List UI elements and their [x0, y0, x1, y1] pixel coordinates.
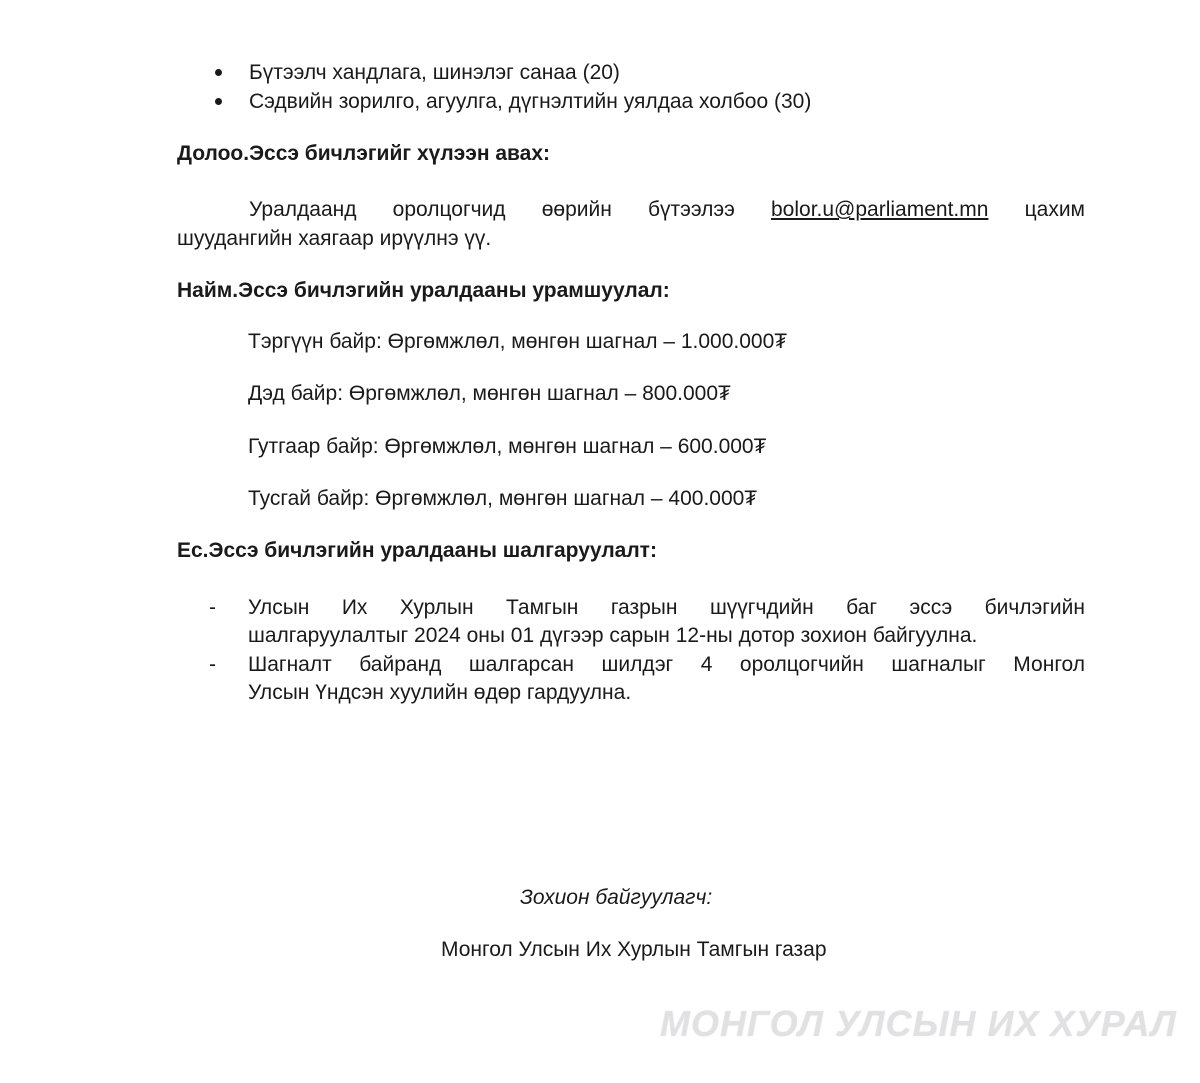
- list-item-line: Улсын Их Хурлын Тамгын газрын шүүгчдийн баг эссэ бичлэгийн: [248, 596, 1085, 619]
- bullet-icon: [215, 69, 222, 76]
- prize-line: Гутгаар байр: Өргөмжлөл, мөнгөн шагнал – 600.000₮: [248, 435, 767, 458]
- section-heading: Найм.Эссэ бичлэгийн уралдааны урамшуулал:: [177, 279, 670, 302]
- prize-line: Дэд байр: Өргөмжлөл, мөнгөн шагнал – 800.000₮: [248, 382, 731, 405]
- criteria-list: [213, 58, 1093, 116]
- list-item: [209, 650, 1085, 707]
- list-item: [209, 593, 1085, 650]
- watermark: МОНГОЛ УЛСЫН ИХ ХУРАЛ: [660, 1003, 1177, 1044]
- list-item: [213, 87, 1093, 116]
- organizer-name: Монгол Улсын Их Хурлын Тамгын газар: [441, 938, 827, 961]
- selection-list: [209, 593, 1085, 707]
- criteria-item-text: Сэдвийн зорилго, агуулга, дүгнэлтийн уялдаа холбоо (30): [249, 90, 812, 113]
- bullet-icon: [215, 98, 222, 105]
- list-item-line: шалгаруулалтыг 2024 оны 01 дүгээр сарын 12-ны дотор зохион байгуулна.: [248, 624, 978, 647]
- list-item-line: Улсын Үндсэн хуулийн өдөр гардуулна.: [248, 681, 632, 704]
- section-heading: Долоо.Эссэ бичлэгийг хүлээн авах:: [177, 142, 551, 165]
- list-item-line: Шагналт байранд шалгарсан шилдэг 4 оролцогчийн шагналыг Монгол: [248, 653, 1085, 676]
- organizer-label: Зохион байгуулагч:: [520, 886, 713, 909]
- paragraph-text: Уралдаанд оролцогчид өөрийн бүтээлээ: [249, 198, 735, 221]
- prize-line: Тусгай байр: Өргөмжлөл, мөнгөн шагнал – 400.000₮: [248, 487, 758, 510]
- paragraph-text: цахим: [1024, 198, 1085, 221]
- prize-line: Тэргүүн байр: Өргөмжлөл, мөнгөн шагнал – 1.000.000₮: [248, 330, 788, 353]
- list-item: [213, 58, 1093, 87]
- submission-paragraph: [177, 195, 1085, 253]
- dash-bullet-icon: -: [209, 596, 216, 619]
- criteria-item-text: Бүтээлч хандлага, шинэлэг санаа (20): [249, 61, 620, 84]
- paragraph-line: шуудангийн хаягаар ирүүлнэ үү.: [177, 227, 492, 250]
- paragraph-line: [177, 195, 1085, 224]
- email-link[interactable]: bolor.u@parliament.mn: [770, 198, 989, 221]
- section-heading: Ес.Эссэ бичлэгийн уралдааны шалгаруулалт:: [177, 539, 657, 562]
- dash-bullet-icon: -: [209, 653, 216, 676]
